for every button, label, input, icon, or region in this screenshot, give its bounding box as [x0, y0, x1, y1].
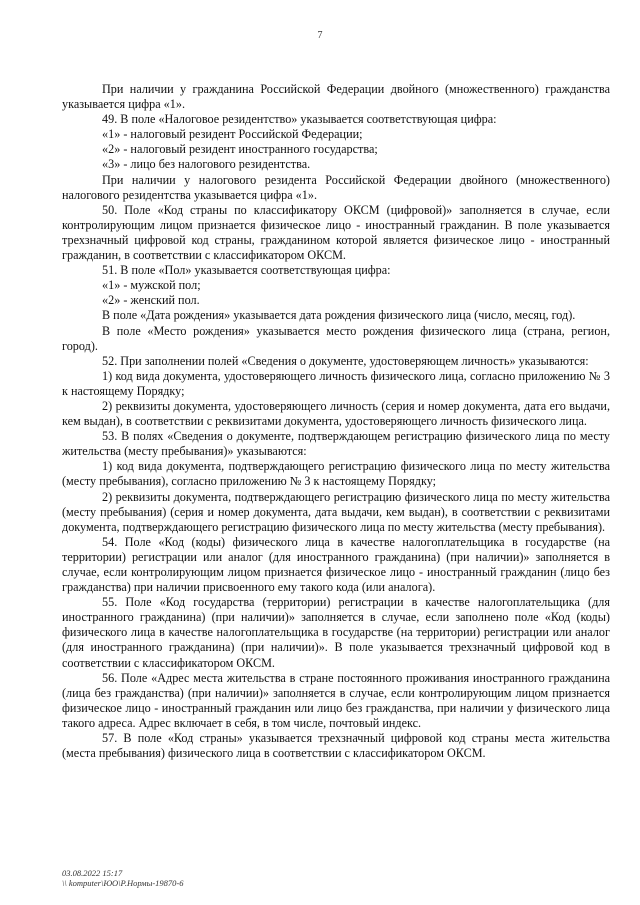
paragraph: 55. Поле «Код государства (территории) регистрации в качестве налогоплательщика (для иностранного гражданина) (при наличии)» заполняется в случае, если заполнено поле «Код (коды) физического лица в качестве налогоплательщика в государстве (на территории) регистрации или аналог (для иностранного гражданина) (при наличии)». В поле указывается трехзначный цифровой код в соответствии с классификатором ОКСМ.	[62, 595, 610, 670]
paragraph: 50. Поле «Код страны по классификатору ОКСМ (цифровой)» заполняется в случае, если контролирующим лицом признается физическое лицо - иностранный гражданин. В поле указывается трехзначный цифровой код страны, гражданином которой является физическое лицо - иностранный гражданин, в соответствии с классификатором ОКСМ.	[62, 202, 610, 263]
paragraph: 2) реквизиты документа, подтверждающего регистрацию физического лица по месту жительства (месту пребывания) (серия и номер документа, дата выдачи, кем выдан), в соответствии с реквизитами документа, подтверждающего регистрацию физического лица по месту жительства (месту пребывания).	[62, 489, 610, 534]
paragraph: 54. Поле «Код (коды) физического лица в качестве налогоплательщика в государстве (на территории) регистрации или аналог (для иностранного гражданина) (при наличии)» заполняется в случае, если контролирующим лицом признается физическое лицо - иностранный гражданин (лицо без гражданства) при наличии присвоенного ему такого кода (или аналога).	[62, 534, 610, 595]
footer-stamp	[62, 868, 184, 888]
footer-doc-code: \\ komputer\ЮО\Р.Нормы-19870-6	[62, 878, 184, 888]
paragraph: 1) код вида документа, подтверждающего регистрацию физического лица по месту жительства (месту пребывания), согласно приложению № 3 к настоящему Порядку;	[62, 459, 610, 489]
paragraph: 52. При заполнении полей «Сведения о документе, удостоверяющем личность» указываются:	[102, 353, 589, 368]
paragraph: В поле «Место рождения» указывается место рождения физического лица (страна, регион, город).	[62, 323, 610, 353]
paragraph: При наличии у налогового резидента Российской Федерации двойного (множественного) налогового резидентства указывается цифра «1».	[62, 172, 610, 202]
paragraph: 57. В поле «Код страны» указывается трехзначный цифровой код страны места жительства (места пребывания) физического лица в соответствии с классификатором ОКСМ.	[62, 731, 610, 761]
paragraph: 53. В полях «Сведения о документе, подтверждающем регистрацию физического лица по месту жительства (месту пребывания)» указываются:	[62, 429, 610, 459]
paragraph: «2» - налоговый резидент иностранного государства;	[102, 142, 378, 157]
paragraph: 1) код вида документа, удостоверяющего личность физического лица, согласно приложению № 3 к настоящему Порядку;	[62, 368, 610, 398]
paragraph: 49. В поле «Налоговое резидентство» указывается соответствующая цифра:	[102, 112, 497, 127]
paragraph: «3» - лицо без налогового резидентства.	[102, 157, 311, 172]
paragraph: 2) реквизиты документа, удостоверяющего личность (серия и номер документа, дата его выдачи, кем выдан), в соответствии с реквизитами документа, удостоверяющего личность физического лица.	[62, 398, 610, 429]
paragraph: 56. Поле «Адрес места жительства в стране постоянного проживания иностранного гражданина (лица без гражданства) (при наличии)» заполняется в случае, если контролирующим лицом признается физическое лицо - иностранный гражданин или лицо без гражданства, при наличии у физического лица такого адреса. Адрес включает в себя, в том числе, почтовый индекс.	[62, 670, 610, 730]
paragraph: 51. В поле «Пол» указывается соответствующая цифра:	[102, 263, 391, 278]
paragraph: «1» - мужской пол;	[102, 278, 201, 293]
paragraph: В поле «Дата рождения» указывается дата рождения физического лица (число, месяц, год).	[102, 308, 576, 323]
document-body	[62, 82, 610, 761]
paragraph: При наличии у гражданина Российской Федерации двойного (множественного) гражданства указывается цифра «1».	[62, 82, 610, 112]
paragraph: «2» - женский пол.	[102, 293, 200, 308]
page-number: 7	[317, 30, 323, 41]
paragraph: «1» - налоговый резидент Российской Федерации;	[102, 127, 363, 142]
footer-timestamp: 03.08.2022 15:17	[62, 868, 123, 878]
